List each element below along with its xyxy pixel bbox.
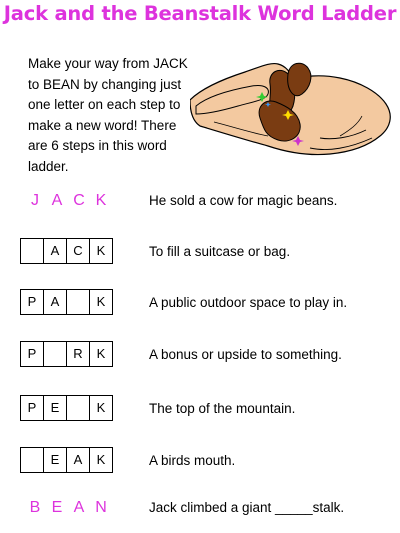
instruction-line: to BEAN by changing just	[28, 76, 182, 92]
letter-box-blank[interactable]	[66, 395, 90, 421]
ladder-end-row	[0, 493, 400, 523]
start-letter: A	[51, 192, 63, 209]
end-letter: E	[51, 499, 63, 516]
instruction-line: are 6 steps in this word	[28, 138, 167, 153]
ladder-step-row	[0, 394, 400, 424]
letter-box: P	[20, 395, 44, 421]
ladder-step-row	[0, 446, 400, 476]
letter-box: A	[43, 289, 67, 315]
ladder-step-row	[0, 340, 400, 370]
letter-boxes	[20, 447, 112, 473]
letter-box: E	[43, 447, 67, 473]
end-letter: A	[73, 499, 85, 516]
instruction-line: make a new word! There	[28, 117, 177, 133]
instruction-line: Make your way from JACK	[28, 56, 188, 71]
clue-text: Jack climbed a giant _____stalk.	[149, 500, 345, 515]
letter-box-blank[interactable]	[20, 447, 44, 473]
letter-boxes	[20, 238, 112, 264]
worksheet-title: Jack and the Beanstalk Word Ladder	[3, 2, 397, 25]
clue-text: A bonus or upside to something.	[149, 347, 342, 362]
end-letter: B	[29, 499, 41, 516]
letter-boxes	[20, 341, 112, 367]
letter-box: P	[20, 289, 44, 315]
clue-text: He sold a cow for magic beans.	[149, 193, 338, 208]
clue-text: A birds mouth.	[149, 453, 236, 468]
letter-box: K	[89, 238, 113, 264]
letter-box: C	[66, 238, 90, 264]
letter-box: A	[43, 238, 67, 264]
letter-box-blank[interactable]	[20, 238, 44, 264]
letter-box: E	[43, 395, 67, 421]
letter-box: R	[66, 341, 90, 367]
start-letter: K	[95, 192, 107, 209]
start-letter: C	[73, 192, 85, 209]
instruction-line: one letter on each step to	[28, 97, 181, 112]
ladder-step-row	[0, 288, 400, 318]
hand-with-beans-illustration	[190, 40, 400, 170]
letter-box: P	[20, 341, 44, 367]
letter-box: K	[89, 447, 113, 473]
letter-box-blank[interactable]	[43, 341, 67, 367]
ladder-start-row	[0, 186, 400, 216]
end-word	[24, 493, 112, 523]
letter-box: K	[89, 395, 113, 421]
letter-box: A	[66, 447, 90, 473]
clue-text: To fill a suitcase or bag.	[149, 244, 291, 259]
letter-box: K	[89, 289, 113, 315]
letter-boxes	[20, 395, 112, 421]
letter-boxes	[20, 289, 112, 315]
start-letter: J	[31, 192, 39, 209]
end-letter: N	[95, 499, 107, 516]
ladder-step-row	[0, 237, 400, 267]
letter-box: K	[89, 341, 113, 367]
clue-text: A public outdoor space to play in.	[149, 295, 348, 310]
clue-text: The top of the mountain.	[149, 401, 296, 416]
instruction-line: ladder.	[28, 158, 69, 174]
letter-box-blank[interactable]	[66, 289, 90, 315]
start-word	[24, 186, 112, 216]
